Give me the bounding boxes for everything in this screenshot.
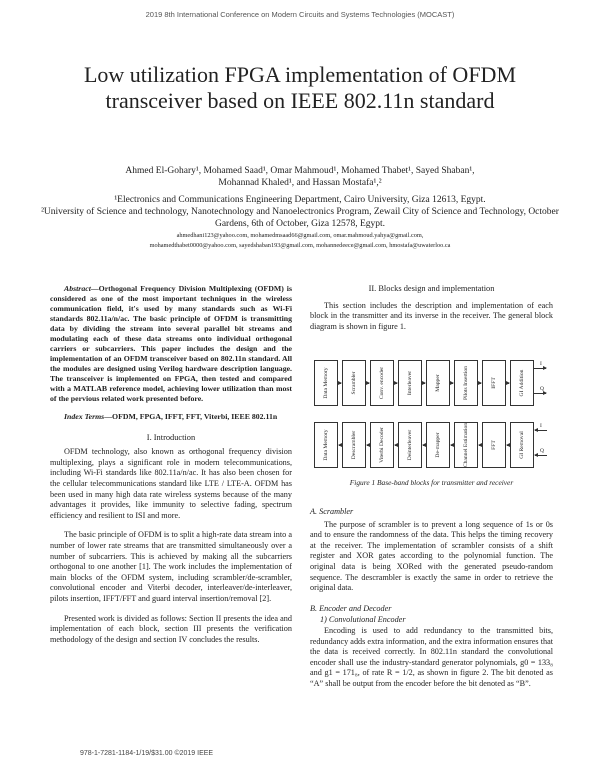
rx-block-viterbi-decoder [370,422,394,468]
rx-block-de-mapper [426,422,450,468]
rx-block-label: GI Removal [519,431,525,459]
tx-block-ifft [482,360,506,406]
tx-block-pilots-insertion [454,360,478,406]
right-column-top [310,284,553,332]
tx-block-mapper [426,360,450,406]
tx-block-label: Mapper [435,374,441,392]
scrambler-paragraph: The purpose of scrambler is to prevent a long sequence of 1s or 0s and to ensure the randomness of the data. This helps the timing recovery at the receiver. The implementation of scrambler consists of a shift register and XOR gates according to the polynomial function. The original data is being XORed with the generated pseudo-random sequence. The descrambler is exactly the same in order to retrieve the original data. [310,519,553,593]
rx-i-label: I [540,423,542,429]
index-terms-label: Index Terms [64,412,105,421]
rx-q-label: Q [540,448,544,454]
right-column-bottom [310,507,553,690]
tx-q-label: Q [540,386,544,392]
rx-block-label: Viterbi Decoder [379,427,385,463]
block-diagram [310,358,553,476]
abstract-label: Abstract [64,284,91,293]
rx-input-arrow-q [535,455,547,456]
tx-block-label: IFFT [491,377,497,389]
section-2-title: II. Blocks design and implementation [368,284,495,293]
rx-block-data-memory [314,422,338,468]
tx-arrow [366,383,369,384]
tx-block-label: Pilots Insertion [463,365,469,401]
rx-block-label: Deinterleaver [407,429,413,461]
rx-block-label: Channel Estimation [463,422,469,468]
section-1-title: I. Introduction [146,432,196,442]
tx-block-label: GI Addition [519,369,525,397]
index-terms-text: —OFDM, FPGA, IFFT, FFT, Viterbi, IEEE 802.11n [104,412,278,421]
tx-arrow [338,383,341,384]
tx-block-scrambler [342,360,366,406]
affiliation-1: ¹Electronics and Communications Engineering Department, Cairo University, Giza 12613, Egypt. [114,195,486,205]
rx-block-label: Descrambler [351,430,357,460]
conference-header: 2019 8th International Conference on Modern Circuits and Systems Technologies (MOCAST) [145,10,455,19]
affiliation-2: ²University of Science and technology, Nanotechnology and Nanoelectronics Program, Zewail City of Science and Technology, October Gardens, 6th of October, Giza 12578, Egypt. [41,207,559,229]
section-b-title: B. Encoder and Decoder [310,603,392,613]
tx-block-interleaver [398,360,422,406]
tx-arrow [394,383,397,384]
rx-block-channel-estimation [454,422,478,468]
tx-block-label: Interleaver [407,370,413,396]
authors-line-2: Mohannad Khaled¹, and Hassan Mostafa¹,² [218,178,382,188]
authors-line-1: Ahmed El-Gohary¹, Mohamed Saad¹, Omar Mahmoud¹, Mohamed Thabet¹, Sayed Shaban¹, [125,166,475,176]
tx-block-label: Data Memory [323,367,329,399]
figure-1-caption: Figure 1 Base-band blocks for transmitter and receiver [349,478,514,487]
section-b1-title: 1) Convolutional Encoder [320,615,406,625]
affiliations [40,194,560,230]
tx-block-conv-encoder [370,360,394,406]
rx-block-label: Data Memory [323,429,329,461]
tx-arrow [478,383,481,384]
tx-block-label: Scrambler [351,371,357,395]
rx-block-descrambler [342,422,366,468]
tx-block-data-memory [314,360,338,406]
paper-title: Low utilization FPGA implementation of OFDM transceiver based on IEEE 802.11n standard [83,62,517,113]
copyright-footer: 978-1-7281-1184-1/19/$31.00 ©2019 IEEE [80,750,214,757]
rx-block-label: FFT [491,440,497,450]
abstract [50,284,292,404]
tx-arrow [506,383,509,384]
index-terms [50,412,292,423]
tx-output-arrow-i [534,368,546,369]
emails-line-1: ahmedhani123@yahoo.com, mohamedmsaad66@gmail.com, omar.mahmoud.yahya@gmail.com, [176,232,424,239]
encoder-paragraph: Encoding is used to add redundancy to the transmitted bits, redundancy adds extra information, and the extra information ensures that the data is received correctly. In 802.11n standard the convolutional encoder shall use the industry-standard generator polynomials, g0 = 133₈ and g1 = 171₈, of rate R = 1/2, as shown in figure 2. The bit denoted as “A” shall be output from the encoder before the bit denoted as “B”. [310,625,553,688]
rx-block-gi-removal [510,422,534,468]
author-list [40,165,560,189]
blocks-intro-paragraph: This section includes the description and implementation of each block in the transmitter and its inverse in the receiver. The general block diagram is shown in figure 1. [310,300,553,331]
intro-paragraph-3: Presented work is divided as follows: Section II presents the idea and implementation of each block, section III presents the verification methodology of the design and section IV concludes the results. [50,613,292,644]
left-column [50,284,292,645]
rx-block-fft [482,422,506,468]
rx-block-deinterleaver [398,422,422,468]
intro-paragraph-2: The basic principle of OFDM is to split a high-rate data stream into a number of lower rate streams that are transmitted simultaneously over a number of subcarriers. This is achieved by making all the subcarriers orthogonal to one another [1]. The work includes the implementation of main blocks of the OFDM system, including scrambler/de-scrambler, convolutional encoder and Viterbi decoder, interleaver/de-interleaver, pilots insertion, IFFT/FFT and guard interval insertion/removal [2]. [50,530,292,603]
tx-arrow [422,383,425,384]
tx-block-gi-addition [510,360,534,406]
tx-block-label: Conv. encoder [379,366,385,400]
tx-i-label: I [540,361,542,367]
rx-block-label: De-mapper [435,432,441,458]
emails-line-2: mohamedthabet0000@yahoo.com, sayedshaban193@gmail.com, mohannedeece@gmail.com, hmostafa@uwaterloo.ca [149,242,451,249]
abstract-text: —Orthogonal Frequency Division Multiplexing (OFDM) is considered as one of the most important techniques in the wireless communication field, it's used by many standards such as Wi-Fi standards 802.11a/n/ac. The basic principle of OFDM is transmitting data by dividing the stream into several parallel bit streams and modulating each of these data streams onto individual orthogonal carriers or subcarriers. This paper includes the design and the implementation of an OFDM transceiver based on 802.11n standard. All the modules are designed using Verilog hardware description language. The transceiver is implemented on FPGA, then tested and compared with a MATLAB reference model, achieving lower utilization than most of the pervious related work presented before. [50,284,292,403]
intro-paragraph-1: OFDM technology, also known as orthogonal frequency division multiplexing, plays a significant role in modern telecommunications, including Wi-Fi standards like 802.11a/n/ac. It has also been chosen for the cellular telecommunications standard like LTE / LTE-A. OFDM has been used in many high data rate wireless systems because of the many advantages it provides, like immunity to selective fading, spectrum efficiency and resilient to ISI and more. [50,447,292,520]
author-emails [30,231,570,251]
rx-input-arrow-i [535,430,547,431]
tx-arrow [450,383,453,384]
section-a-title: A. Scrambler [310,507,354,516]
tx-output-arrow-q [534,393,546,394]
